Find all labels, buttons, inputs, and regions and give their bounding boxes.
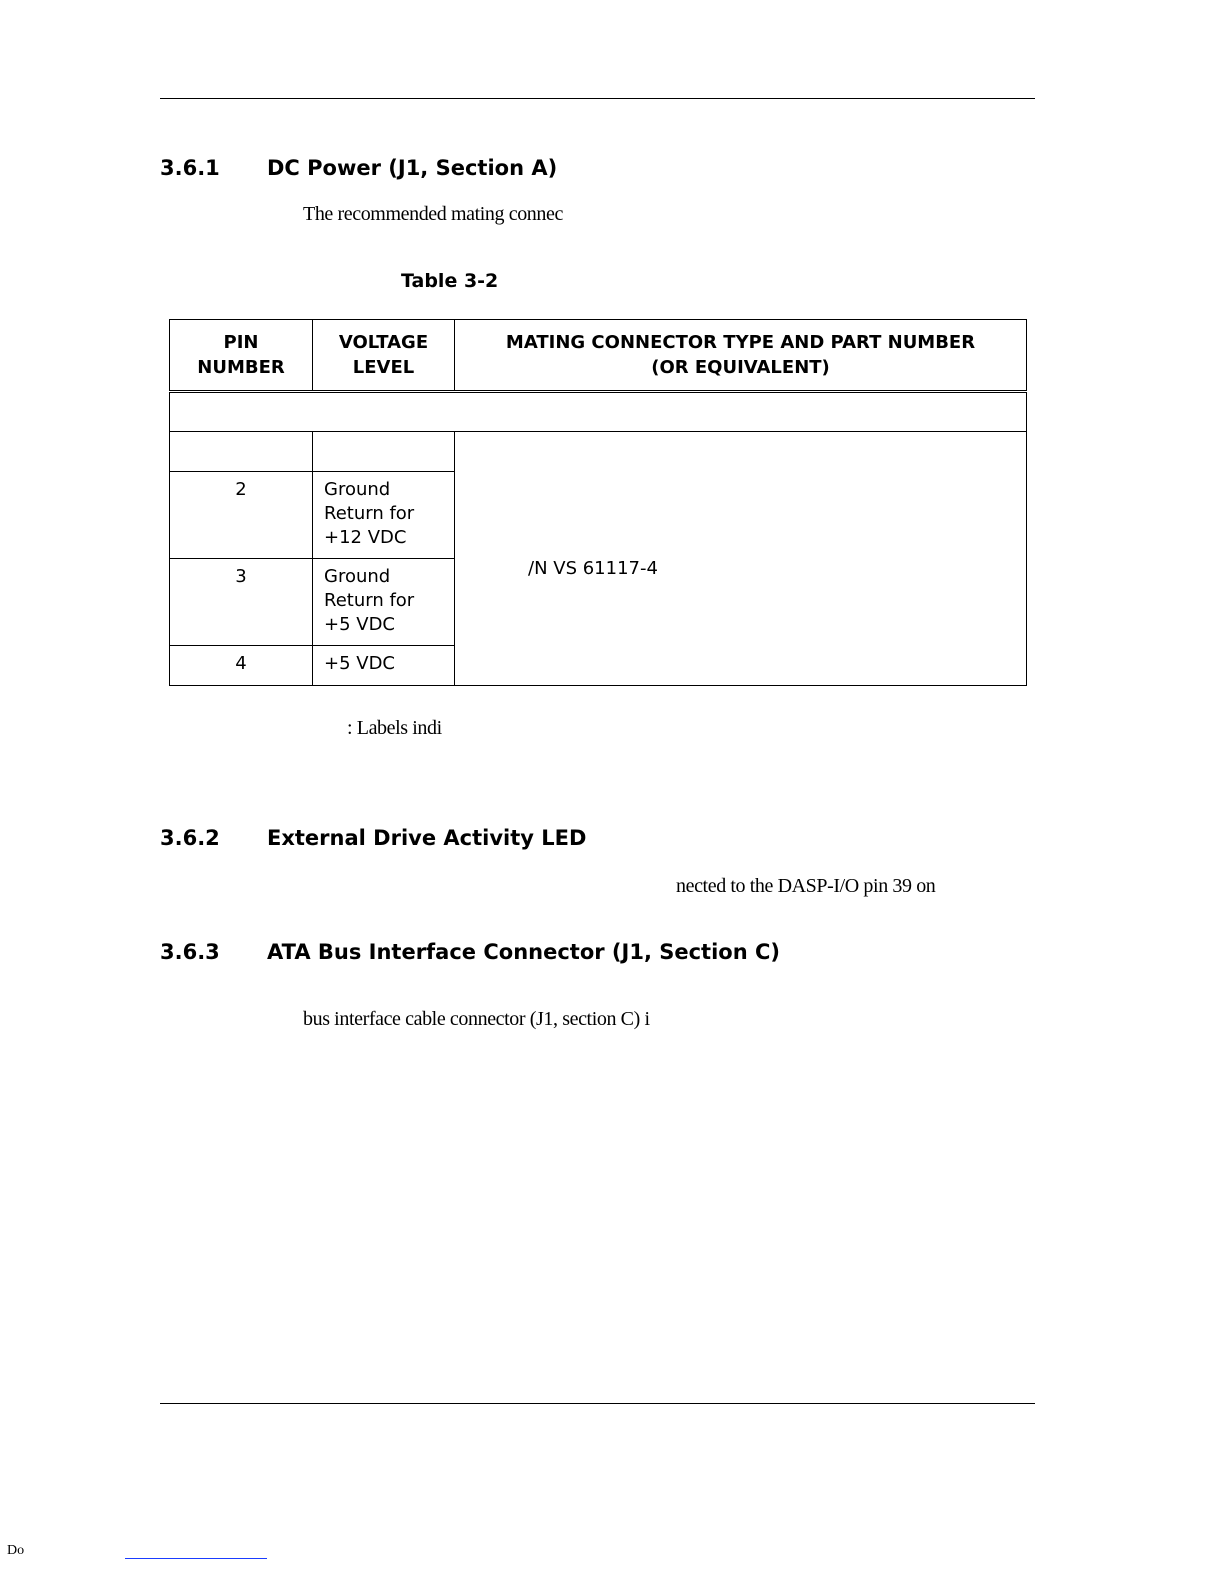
voltage-cell bbox=[313, 432, 455, 472]
table-note: : Labels indi bbox=[347, 717, 442, 739]
section-title: DC Power (J1, Section A) bbox=[267, 156, 558, 180]
table-header-row bbox=[170, 320, 1027, 392]
header-voltage-level: VOLTAGE LEVEL bbox=[313, 320, 455, 392]
section-title: ATA Bus Interface Connector (J1, Section C) bbox=[267, 940, 780, 964]
section-number: 3.6.1 bbox=[160, 156, 220, 180]
section-body-text: The recommended mating connec bbox=[303, 203, 563, 225]
pin-cell bbox=[170, 432, 313, 472]
voltage-cell: Ground Return for +12 VDC bbox=[313, 472, 455, 559]
pin-cell: 3 bbox=[170, 559, 313, 646]
footer-text: Do bbox=[7, 1543, 25, 1558]
voltage-cell: +5 VDC bbox=[313, 646, 455, 686]
header-pin-number: PIN NUMBER bbox=[170, 320, 313, 392]
table-row bbox=[170, 432, 1027, 472]
section-number: 3.6.3 bbox=[160, 940, 220, 964]
footer-rule bbox=[160, 1403, 1035, 1404]
pin-cell: 4 bbox=[170, 646, 313, 686]
table-caption: Table 3-2 bbox=[401, 270, 499, 292]
section-body-text: bus interface cable connector (J1, section C) i bbox=[303, 1008, 650, 1030]
header-mating-connector: MATING CONNECTOR TYPE AND PART NUMBER (OR EQUIVALENT) bbox=[455, 320, 1027, 392]
mating-part-number: /N VS 61117-4 bbox=[528, 558, 658, 579]
pin-voltage-table bbox=[169, 319, 1027, 686]
section-title: External Drive Activity LED bbox=[267, 826, 587, 850]
span-row-cell bbox=[170, 392, 1027, 432]
section-number: 3.6.2 bbox=[160, 826, 220, 850]
mating-connector-cell bbox=[455, 432, 1027, 686]
voltage-cell: Ground Return for +5 VDC bbox=[313, 559, 455, 646]
header-rule bbox=[160, 98, 1035, 99]
footer-link-underline[interactable] bbox=[125, 1558, 267, 1559]
pin-cell: 2 bbox=[170, 472, 313, 559]
section-body-text: nected to the DASP-I/O pin 39 on bbox=[676, 875, 936, 897]
table-span-row bbox=[170, 392, 1027, 432]
